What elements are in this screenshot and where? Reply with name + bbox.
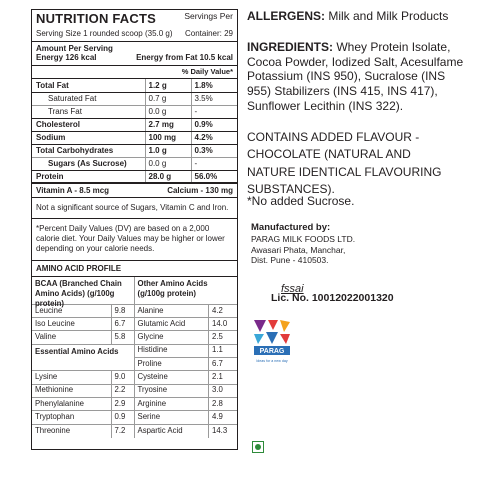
nutrient-name: Saturated Fat <box>32 92 145 105</box>
nutrient-row <box>32 144 237 157</box>
amino-value: 5.8 <box>111 331 134 343</box>
amino-value: 14.3 <box>208 425 237 438</box>
allergens-label: ALLERGENS: <box>247 9 325 23</box>
nutrient-row <box>32 79 237 92</box>
nutrient-dv: 0.3% <box>191 144 237 157</box>
amino-name: Threonine <box>35 425 71 435</box>
amino-row <box>32 318 134 331</box>
calcium: Calcium - 130 mg <box>167 186 233 196</box>
amino-value: 7.2 <box>111 425 134 438</box>
nutrient-dv: 1.8% <box>191 79 237 92</box>
manufacturer-label: Manufactured by: <box>251 222 331 233</box>
license-number: Lic. No. 10012022001320 <box>271 292 394 304</box>
amino-row <box>135 305 238 318</box>
ingredients-text: Whey Protein Isolate, Cocoa Powder, Iodized Salt, Acesulfame Potassium (INS 950), Sucralose (INS 955) Stabilizers (INS 415, INS 417), Sunflower Lecithin (INS 322). <box>247 40 464 113</box>
amino-row <box>135 398 238 411</box>
amino-row <box>135 411 238 424</box>
amino-name: Cysteine <box>137 372 168 382</box>
amino-row <box>135 331 238 344</box>
logo-tagline: Ideas for a new day <box>256 359 288 363</box>
amino-row <box>135 318 238 331</box>
allergens-statement <box>247 9 492 23</box>
nutrient-dv: 56.0% <box>191 170 237 183</box>
veg-dot-icon <box>255 444 261 450</box>
bcaa-header: BCAA (Branched Chain Amino Acids) (g/100g protein) <box>32 277 134 305</box>
nutrient-value: 1.2 g <box>145 79 191 92</box>
amino-value: 4.9 <box>208 411 237 423</box>
nutrient-row <box>32 92 237 105</box>
amino-acid-table <box>32 277 237 438</box>
nutrient-dv: 3.5% <box>191 92 237 105</box>
parag-logo <box>252 318 292 366</box>
nutrient-value: 28.0 g <box>145 170 191 183</box>
amino-value: 2.2 <box>111 385 134 397</box>
other-amino-column <box>135 277 238 438</box>
amino-value: 6.7 <box>208 358 237 370</box>
bcaa-column <box>32 277 135 438</box>
ingredients-label: INGREDIENTS: <box>247 40 334 54</box>
fssai-logo: fssai <box>281 283 304 295</box>
other-amino-header: Other Amino Acids (g/100g protein) <box>135 277 238 305</box>
amino-name: Serine <box>137 411 161 421</box>
nutrient-name: Protein <box>32 170 145 183</box>
amino-name: Tryosine <box>137 385 168 395</box>
nutrient-row <box>32 170 237 183</box>
daily-value-header: % Daily Value* <box>32 66 237 80</box>
nutrient-row <box>32 157 237 170</box>
nutrient-name: Sodium <box>32 131 145 144</box>
manufacturer-block <box>251 222 451 266</box>
amino-value: 2.5 <box>208 331 237 343</box>
amino-value: 9.8 <box>111 305 134 317</box>
amount-per-serving: Amount Per Serving <box>36 44 113 54</box>
amino-name: Leucine <box>35 305 63 315</box>
ingredients-statement <box>247 40 472 113</box>
amino-row <box>135 345 238 358</box>
amino-value: 2.1 <box>208 371 237 383</box>
nutrient-name: Trans Fat <box>32 105 145 118</box>
nutrient-value: 1.0 g <box>145 144 191 157</box>
amino-value: 3.0 <box>208 385 237 397</box>
amino-name: Valine <box>35 332 57 342</box>
vitamin-a: Vitamin A - 8.5 mcg <box>36 186 110 196</box>
energy-from-fat: Energy from Fat 10.5 kcal <box>136 53 233 63</box>
nutrient-dv: 0.9% <box>191 118 237 131</box>
serving-size-row <box>32 27 237 42</box>
servings-per-label: Servings Per <box>184 11 233 21</box>
amino-row <box>32 398 134 411</box>
no-added-sucrose: *No added Sucrose. <box>247 194 355 208</box>
amino-row <box>32 371 134 384</box>
nutrient-name: Total Fat <box>32 79 145 92</box>
amino-name: Methionine <box>35 385 74 395</box>
amino-row <box>32 385 134 398</box>
amino-name: Lysine <box>35 372 58 382</box>
logo-wordmark: PARAG <box>259 348 285 355</box>
manufacturer-address-1: Awasari Phata, Manchar, <box>251 244 346 255</box>
energy-row <box>32 53 237 65</box>
nutrient-dv: - <box>191 105 237 118</box>
nutrient-value: 100 mg <box>145 131 191 144</box>
nutrient-row <box>32 105 237 118</box>
nutrient-name: Total Carbohydrates <box>32 144 145 157</box>
amino-value: 2.9 <box>111 398 134 410</box>
amino-row <box>135 385 238 398</box>
nutrient-dv: 4.2% <box>191 131 237 144</box>
serving-size: Serving Size 1 rounded scoop (35.0 g) <box>36 28 173 38</box>
amino-value: 0.9 <box>111 411 134 423</box>
nutrient-row <box>32 131 237 144</box>
allergens-text: Milk and Milk Products <box>325 9 449 23</box>
amino-acid-profile-title: AMINO ACID PROFILE <box>32 261 237 277</box>
percent-daily-value-note: *Percent Daily Values (DV) are based on a 2,000 calorie diet. Your Daily Values may be higher or lower depending on your calorie needs. <box>32 219 237 261</box>
flavour-statement: CONTAINS ADDED FLAVOUR - CHOCOLATE (NATURAL AND NATURE IDENTICAL FLAVOURING SUBSTANCES). <box>247 130 442 197</box>
nutrient-row <box>32 118 237 131</box>
amino-row <box>32 411 134 424</box>
amino-row <box>32 305 134 318</box>
nutrient-value: 0.0 g <box>145 105 191 118</box>
amino-value: 6.7 <box>111 318 134 330</box>
amino-name: Iso Leucine <box>35 318 75 328</box>
not-significant-note: Not a significant source of Sugars, Vitamin C and Iron. <box>32 198 237 218</box>
nutrient-table <box>32 79 237 184</box>
essential-header: Essential Amino Acids <box>32 345 134 372</box>
amino-value: 9.0 <box>111 371 134 383</box>
amino-name: Glutamic Acid <box>137 318 186 328</box>
nutrient-value: 0.7 g <box>145 92 191 105</box>
vitamin-row <box>32 184 237 198</box>
amino-row <box>135 425 238 438</box>
nutrient-name: Cholesterol <box>32 118 145 131</box>
nutrient-dv: - <box>191 157 237 170</box>
amino-name: Phenylalanine <box>35 398 84 408</box>
energy-value: Energy 126 kcal <box>36 53 97 63</box>
amino-name: Proline <box>137 358 162 368</box>
amino-row <box>135 358 238 371</box>
manufacturer-company: PARAG MILK FOODS LTD. <box>251 233 356 244</box>
amino-row <box>32 425 134 438</box>
amino-name: Arginine <box>137 398 167 408</box>
nutrient-name: Sugars (As Sucrose) <box>32 157 145 170</box>
amino-row <box>135 371 238 384</box>
veg-mark-icon <box>252 441 264 453</box>
amino-value: 2.8 <box>208 398 237 410</box>
amino-value: 4.2 <box>208 305 237 317</box>
amino-value: 14.0 <box>208 318 237 330</box>
amino-name: Alanine <box>137 305 164 315</box>
nutrition-title: NUTRITION FACTS <box>36 11 156 26</box>
nutrition-facts-panel <box>31 9 238 450</box>
amino-name: Tryptophan <box>35 411 75 421</box>
amino-row <box>32 331 134 344</box>
amino-name: Histidine <box>137 345 168 355</box>
servings-container: Container: 29 <box>184 28 233 38</box>
nutrition-header <box>32 10 237 27</box>
nutrient-value: 0.0 g <box>145 157 191 170</box>
amino-name: Aspartic Acid <box>137 425 183 435</box>
amino-value: 1.1 <box>208 345 237 357</box>
nutrient-value: 2.7 mg <box>145 118 191 131</box>
amino-name: Glycine <box>137 332 164 342</box>
manufacturer-address-2: Dist. Pune - 410503. <box>251 255 329 266</box>
